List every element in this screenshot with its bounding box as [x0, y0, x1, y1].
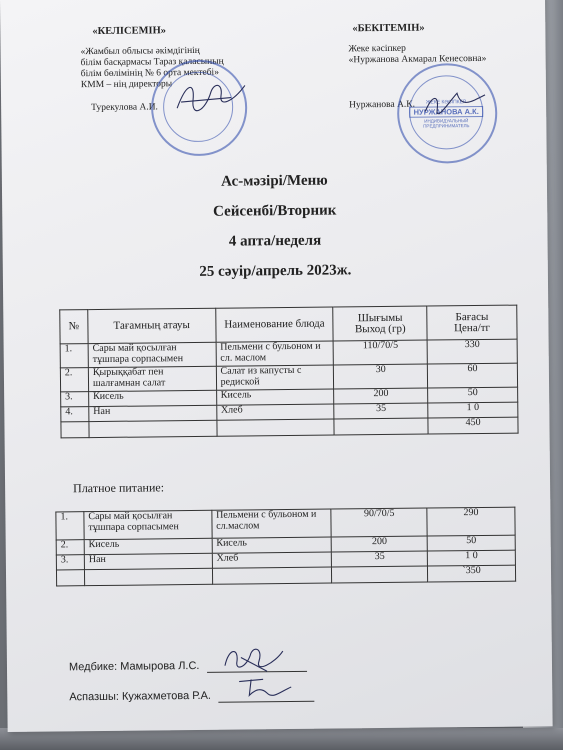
row-output: 110/70/5	[334, 340, 428, 365]
paid-meals-title: Платное питание:	[73, 480, 165, 496]
table-total-row	[61, 417, 518, 438]
empty-cell	[84, 568, 212, 585]
row-num: 1.	[60, 344, 88, 368]
row-price: 1 0	[427, 550, 515, 566]
row-ru-name: Салат из капусты с редиской	[216, 365, 334, 390]
left-sign-name: Турекулова А.И.	[91, 102, 158, 114]
row-kz-name: Кисель	[89, 390, 217, 406]
paid-menu-table	[55, 507, 516, 587]
col-output-kz: Шығымы	[357, 311, 403, 325]
row-ru-name: Хлеб	[212, 552, 332, 568]
menu-week: 4 апта/неделя	[228, 232, 322, 250]
col-price-ru: Цена/тг	[454, 321, 491, 334]
empty-cell	[56, 570, 84, 586]
empty-cell	[334, 418, 428, 435]
row-kz-name: Сары май қосылған тұшпара сорпасымен	[84, 510, 212, 539]
row-price: 50	[428, 387, 518, 403]
menu-title: Ас-мәзірі/Меню	[221, 172, 328, 190]
right-sign-name: Нуржанова А.К.	[349, 99, 416, 111]
menu-day: Сейсенбі/Вторник	[213, 202, 337, 220]
row-ru-name: Хлеб	[216, 404, 334, 420]
col-price	[427, 305, 517, 340]
background-bottom	[0, 728, 563, 750]
right-approval-title: «БЕКІТЕМІН»	[352, 22, 425, 35]
cook-signature	[233, 673, 297, 700]
row-kz-name: Қырыққабат пен шалғамнан салат	[88, 366, 216, 391]
empty-cell	[89, 420, 217, 437]
menu-table-header	[60, 305, 517, 344]
empty-cell	[212, 567, 332, 584]
director-signature	[171, 77, 251, 118]
row-price: 330	[427, 339, 517, 364]
menu-date: 25 сәуір/апрель 2023ж.	[199, 262, 352, 280]
left-line: білім басқармасы Тараз қаласының	[80, 56, 224, 69]
row-kz-name: Кисель	[84, 538, 212, 554]
row-output: 90/70/5	[331, 508, 427, 537]
empty-cell	[332, 566, 428, 583]
left-line: «Жамбыл облысы әкімдігінің	[80, 45, 200, 58]
col-output-ru: Выход (гр)	[354, 322, 406, 335]
row-num: 3.	[61, 392, 89, 407]
row-kz-name: Нан	[89, 405, 217, 421]
empty-cell	[61, 422, 89, 438]
stamp-name: НУРЖАНОВА А.К.	[409, 106, 483, 118]
row-price: 50	[427, 535, 515, 551]
row-price: 1 0	[428, 402, 518, 418]
paid-total: `350	[428, 565, 516, 582]
col-output	[333, 306, 427, 341]
left-line: КММ – нің директоры	[80, 79, 173, 91]
row-num: 4.	[61, 407, 89, 422]
stamp-sub: ИНДИВИДУАЛЬНЫЙ ПРЕДПРИНИМАТЕЛЬ	[423, 118, 470, 129]
cook-label: Аспазшы: Кужахметова Р.А.	[69, 689, 212, 704]
left-line: білім бөлімінің № 6 орта мектебі»	[80, 67, 219, 80]
menu-total: 450	[428, 417, 518, 434]
row-ru-name: Кисель	[212, 537, 332, 553]
row-ru-name: Пельмени с бульоном и сл. маслом	[216, 341, 334, 366]
row-kz-name: Сары май қосылған тұшпара сорпасымен	[88, 342, 216, 367]
row-kz-name: Нан	[84, 553, 212, 569]
row-num: 2.	[60, 368, 88, 392]
entrepreneur-signature	[421, 85, 491, 122]
row-price: 60	[428, 363, 518, 388]
col-kz-name: Тағамның атауы	[88, 308, 216, 343]
nurse-signature	[219, 641, 289, 676]
col-price-kz: Бағасы	[455, 310, 489, 324]
row-num: 3.	[56, 555, 84, 570]
row-price: 290	[427, 507, 515, 536]
row-ru-name: Пельмени с бульоном и сл.маслом	[212, 509, 332, 538]
row-output: 35	[332, 551, 428, 567]
row-output: 200	[334, 388, 428, 404]
row-num: 1.	[56, 512, 84, 540]
empty-cell	[217, 419, 335, 436]
menu-table	[59, 305, 518, 439]
row-num: 2.	[56, 540, 84, 555]
row-output: 30	[334, 364, 428, 389]
col-num: №	[60, 310, 88, 344]
table-total-row	[56, 565, 515, 586]
nurse-label: Медбике: Мамырова Л.С.	[68, 659, 200, 674]
right-line: «Нуржанова Акмарал Кенесовна»	[348, 53, 487, 66]
row-output: 35	[334, 403, 428, 419]
col-ru-name: Наименование блюда	[215, 307, 333, 342]
row-output: 200	[332, 536, 428, 552]
right-approval-block	[348, 42, 528, 66]
right-line: Жеке кәсіпкер	[348, 43, 406, 55]
left-approval-title: «КЕЛІСЕМІН»	[92, 25, 167, 38]
row-ru-name: Кисель	[216, 389, 334, 405]
stamp-top-text: ЖЕКЕ КӘСІПКЕР	[425, 99, 467, 106]
